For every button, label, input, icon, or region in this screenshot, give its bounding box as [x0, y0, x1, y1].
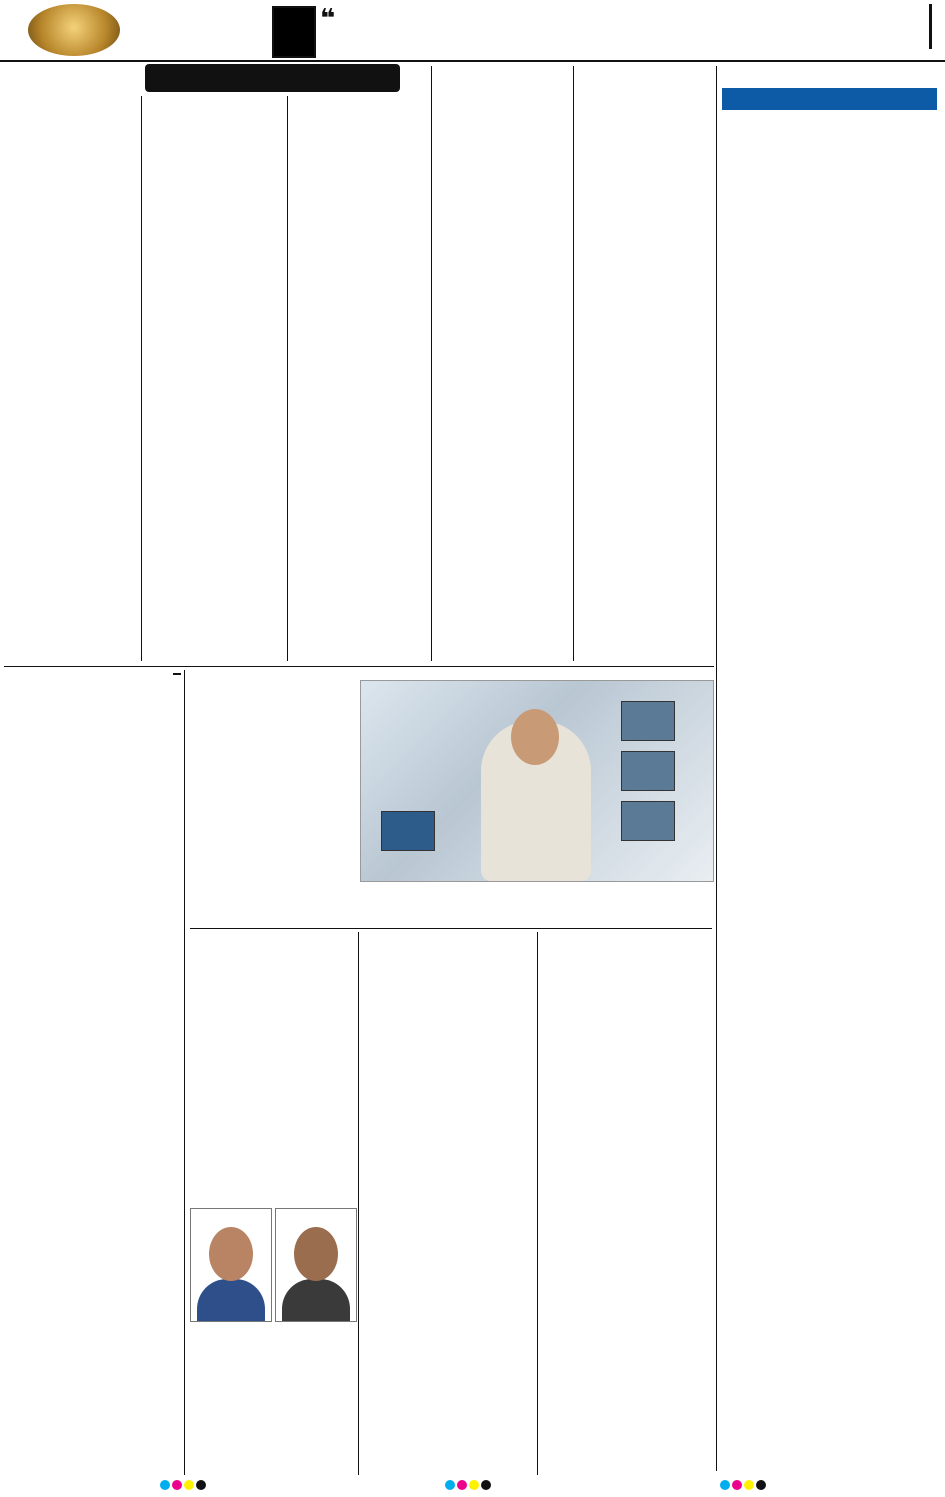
page-number [929, 4, 940, 49]
listing-banner [145, 64, 400, 92]
quote-icon: ❝ [320, 4, 336, 34]
column-divider [431, 66, 432, 661]
section-divider [4, 666, 714, 667]
story-aftermath [362, 932, 534, 1027]
story-railway [190, 676, 355, 926]
column-divider [573, 66, 574, 661]
story-dropout [6, 1150, 181, 1405]
column-divider [537, 932, 538, 1475]
story-ayush [6, 670, 181, 1150]
column-divider [716, 66, 717, 1471]
story-takeoff [362, 1030, 534, 1475]
story-rain [541, 1066, 713, 1475]
story-claim [541, 932, 713, 1062]
victim-portrait-1 [190, 1208, 272, 1322]
opinion-quote [320, 4, 750, 34]
story-drowning [190, 1324, 355, 1474]
horoscope-banner [722, 88, 937, 110]
section-divider [190, 928, 712, 929]
column-divider [141, 96, 142, 661]
victim-portrait-2 [275, 1208, 357, 1322]
section-title [790, 4, 940, 54]
story-budget-detail [190, 932, 355, 1052]
opinion-label [272, 6, 316, 58]
railway-minister-photo [360, 680, 714, 882]
listing-column-2 [146, 96, 284, 663]
continued-tag [173, 673, 181, 675]
story-bhoi [190, 1052, 355, 1164]
column-divider [358, 932, 359, 1475]
column-divider [184, 670, 185, 1475]
column-divider [287, 96, 288, 661]
listing-column-4 [436, 66, 570, 663]
print-registration-marks [0, 1480, 945, 1490]
story-railway-continued [360, 884, 712, 922]
newspaper-logo [28, 4, 120, 56]
listing-column-5 [578, 66, 712, 663]
listing-column-3 [292, 96, 428, 663]
story-drowning-head [190, 1168, 355, 1204]
story-budget [6, 1405, 181, 1475]
listing-column-1 [6, 68, 138, 663]
